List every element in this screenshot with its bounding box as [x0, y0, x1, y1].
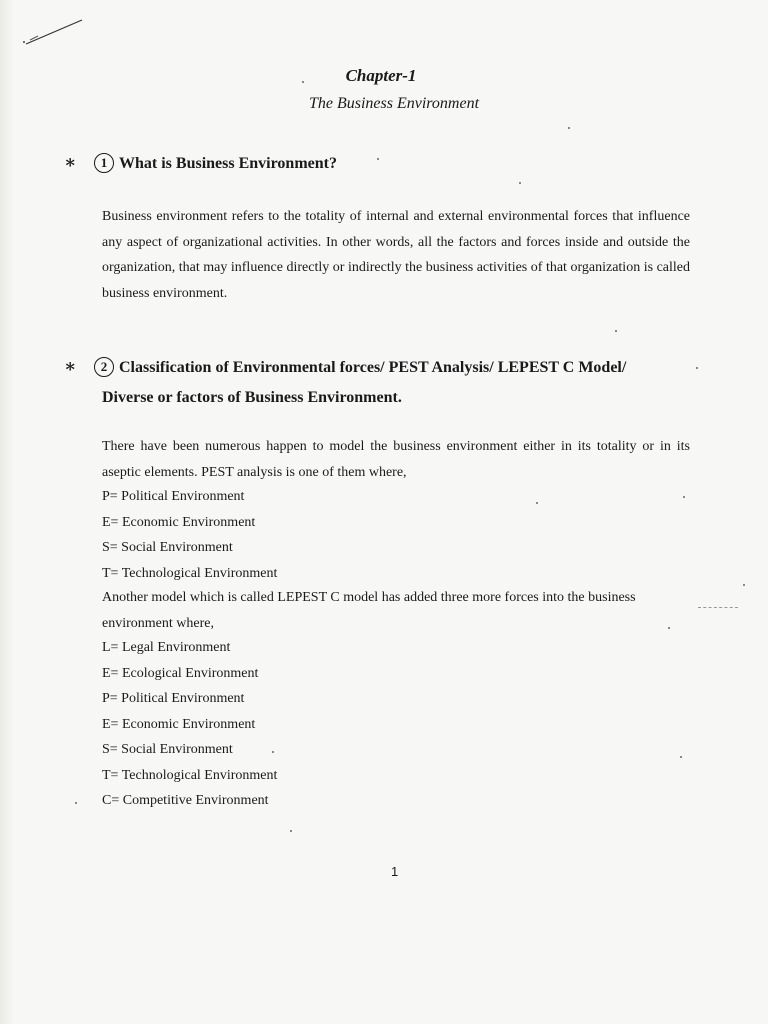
- scan-speck: [680, 756, 682, 758]
- list-item: S= Social Environment: [102, 742, 233, 757]
- circled-number: 2: [94, 357, 114, 377]
- list-item: C= Competitive Environment: [102, 793, 269, 808]
- scan-speck: [272, 751, 274, 753]
- asterisk-icon: ∗: [64, 356, 77, 376]
- section-1-paragraph: Business environment refers to the totality of internal and external environmental forces that influence any aspect of organizational activities. In other words, all the factors and forces inside and outside the organization, that may influence directly or indirectly the business activities of that organization is called business environment.: [102, 209, 690, 301]
- lepest-intro: Another model which is called LEPEST C model has added three more forces into the business environment where,: [102, 590, 636, 631]
- list-item: T= Technological Environment: [102, 767, 278, 783]
- asterisk-icon: ∗: [64, 152, 77, 172]
- scan-speck: [683, 496, 685, 498]
- scan-artifact: [698, 607, 738, 608]
- list-item: T= Technological Environment: [102, 565, 278, 581]
- scan-speck: [743, 584, 745, 586]
- list-item: E= Economic Environment: [102, 716, 256, 732]
- scan-speck: [75, 802, 77, 804]
- list-item: E= Economic Environment: [102, 514, 256, 530]
- section-2-heading: [64, 353, 704, 411]
- page-number: 1: [391, 864, 399, 879]
- list-item: S= Social Environment: [102, 540, 233, 555]
- section-1-heading-text: What is Business Environment?: [119, 155, 337, 172]
- list-item: P= Political Environment: [102, 691, 245, 706]
- lepest-list: [102, 635, 277, 814]
- list-item: P= Political Environment: [102, 489, 245, 504]
- pen-stroke-mark: [18, 12, 88, 52]
- chapter-title: The Business Environment: [308, 95, 480, 112]
- scan-speck: [519, 182, 521, 184]
- pest-list: [102, 484, 277, 586]
- circled-number: 1: [94, 153, 114, 173]
- section-2-intro: There have been numerous happen to model the business environment either in its totality or in its aseptic elements. PEST analysis is one of them where,: [102, 439, 690, 480]
- chapter-label: Chapter-1: [345, 66, 417, 85]
- list-item: E= Ecological Environment: [102, 665, 259, 681]
- scan-speck: [536, 502, 538, 504]
- section-2-heading-line2: Diverse or factors of Business Environment.: [102, 389, 402, 406]
- section-1-heading: [64, 149, 337, 177]
- scan-speck: [568, 127, 570, 129]
- scan-speck: [302, 81, 304, 83]
- scan-speck: [696, 367, 698, 369]
- scan-speck: [377, 158, 379, 160]
- scan-speck: [615, 330, 617, 332]
- scan-shadow: [0, 0, 14, 1024]
- section-2-heading-line1: Classification of Environmental forces/ PEST Analysis/ LEPEST C Model/: [119, 359, 627, 376]
- list-item: L= Legal Environment: [102, 640, 231, 655]
- scan-speck: [290, 830, 292, 832]
- scan-speck: [668, 627, 670, 629]
